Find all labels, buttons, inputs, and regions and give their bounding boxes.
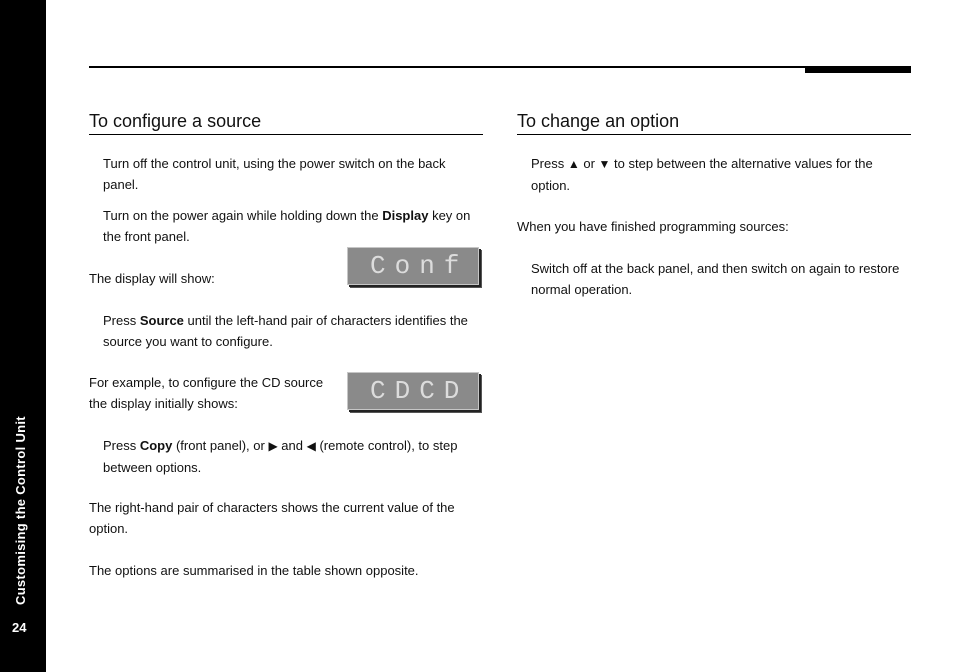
example-text: For example, to configure the CD source the display initially shows: [89, 375, 324, 411]
page-number: 24 [12, 620, 27, 635]
down-arrow-icon: ▼ [598, 157, 611, 171]
left-step-4-mid2: and [277, 438, 307, 453]
sidebar-section-title: Customising the Control Unit [13, 416, 28, 605]
left-step-4-mid1: (front panel), or [172, 438, 269, 453]
right-section-title: To change an option [517, 110, 911, 135]
display-intro: The display will show: [89, 271, 215, 286]
right-step-1-pre: Press [531, 156, 568, 171]
right-step-1 [531, 153, 911, 196]
right-finished-text: When you have finished programming sources: [517, 219, 789, 234]
right-step-1-post: to step between the alternative values for the option. [531, 156, 873, 193]
lcd-display-conf: Conf [347, 247, 479, 285]
right-arrow-icon: ▶ [268, 439, 278, 453]
left-step-4-pre: Press [103, 438, 140, 453]
top-rule-tab [805, 66, 911, 73]
left-step-3-pre: Press [103, 313, 140, 328]
lcd-display-cdcd: CDCD [347, 372, 479, 410]
left-section-title: To configure a source [89, 110, 483, 135]
top-rule [89, 66, 911, 68]
left-step-2-key: Display [382, 208, 429, 223]
up-arrow-icon: ▲ [567, 157, 580, 171]
left-step-1: Turn off the control unit, using the power switch on the back panel. [103, 156, 446, 192]
left-note-1: The right-hand pair of characters shows the current value of the option. [89, 500, 455, 536]
left-step-4-post: (remote control), to step between options. [103, 438, 458, 475]
sidebar [0, 0, 46, 672]
left-note-2: The options are summarised in the table shown opposite. [89, 563, 419, 578]
left-step-2-pre: Turn on the power again while holding down the [103, 208, 383, 223]
left-step-3 [103, 310, 483, 352]
left-step-3-post: until the left-hand pair of characters identifies the source you want to configure. [103, 313, 468, 349]
left-arrow-icon: ◀ [306, 439, 316, 453]
left-step-2-post: key on the front panel. [103, 208, 471, 244]
left-step-2 [103, 205, 483, 247]
right-step-2: Switch off at the back panel, and then switch on again to restore normal operation. [531, 261, 900, 297]
left-step-4 [103, 435, 483, 478]
left-step-3-key: Source [139, 313, 184, 328]
left-step-4-key: Copy [139, 438, 173, 453]
right-step-1-mid: or [583, 156, 599, 171]
